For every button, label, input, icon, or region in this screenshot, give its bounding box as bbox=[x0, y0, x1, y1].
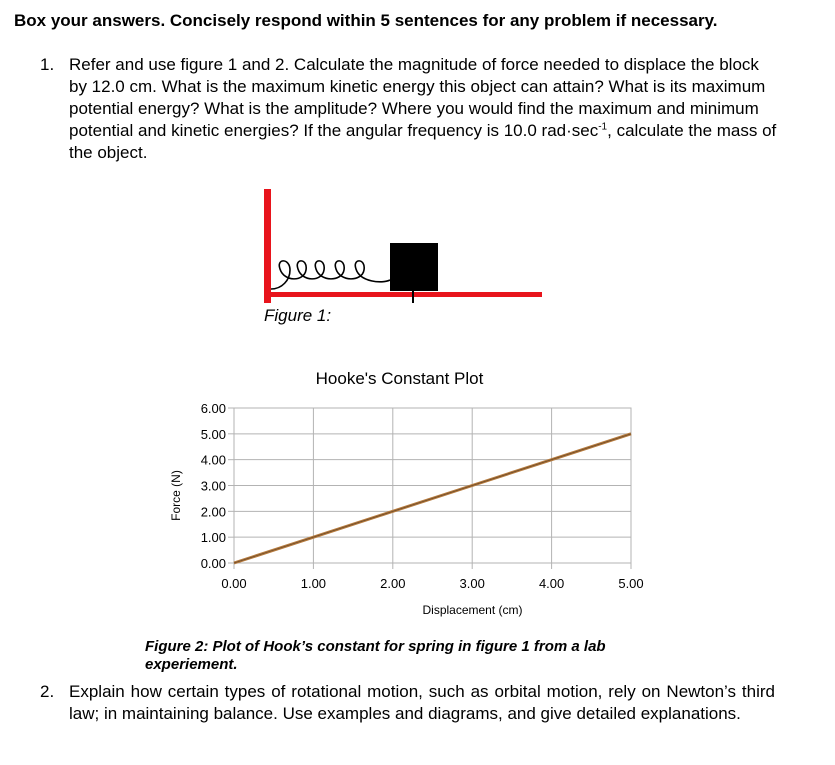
y-axis-label: Force (N) bbox=[169, 470, 183, 521]
x-tick-label: 2.00 bbox=[380, 576, 406, 591]
question-2-number: 2. bbox=[40, 682, 55, 701]
question-1-text-main: Refer and use figure 1 and 2. Calculate the magnitude of force needed to displace the block by 12.0 cm. What is the maximum kinetic energy this object can attain? What is its maximum potential energy? What is the amplitude? Where you would find the maximum and minimum potential and kinetic energies? If the angular frequency is 10.0 rad·sec bbox=[69, 55, 766, 140]
y-tick-label: 3.00 bbox=[200, 478, 226, 494]
question-2 bbox=[40, 681, 775, 725]
y-tick-label: 1.00 bbox=[200, 530, 226, 546]
question-2-text: Explain how certain types of rotational motion, such as orbital motion, rely on Newton’s third law; in maintaining balance. Use examples and diagrams, and give detailed explanations. bbox=[69, 682, 775, 723]
x-tick-label: 3.00 bbox=[459, 576, 485, 591]
figure-2-caption: Figure 2: Plot of Hook’s constant for spring in figure 1 from a lab experiement. bbox=[145, 638, 606, 673]
chart-series bbox=[234, 434, 631, 563]
question-1-number: 1. bbox=[40, 55, 55, 74]
x-tick-label: 1.00 bbox=[300, 576, 327, 591]
chart-labels bbox=[169, 369, 644, 617]
x-tick-label: 0.00 bbox=[221, 576, 247, 591]
question-1-superscript: -1 bbox=[598, 121, 608, 133]
y-tick-label: 2.00 bbox=[200, 504, 226, 520]
chart-title: Hooke's Constant Plot bbox=[315, 369, 484, 388]
y-tick-label: 5.00 bbox=[200, 426, 226, 442]
figure-1-caption: Figure 1: bbox=[264, 306, 332, 325]
y-tick-label: 4.00 bbox=[200, 452, 226, 468]
chart-grid bbox=[234, 408, 631, 563]
y-tick-label: 6.00 bbox=[200, 401, 226, 416]
x-axis-label: Displacement (cm) bbox=[422, 603, 523, 617]
series-line-core bbox=[234, 434, 631, 563]
y-tick-label: 0.00 bbox=[200, 556, 226, 571]
question-1-text-end: , calculate the mass of the object. bbox=[69, 121, 777, 162]
x-tick-label: 5.00 bbox=[618, 576, 644, 591]
x-tick-label: 4.00 bbox=[538, 576, 565, 591]
instructions-heading: Box your answers. Concisely respond within 5 sentences for any problem if necessary. bbox=[14, 11, 718, 30]
